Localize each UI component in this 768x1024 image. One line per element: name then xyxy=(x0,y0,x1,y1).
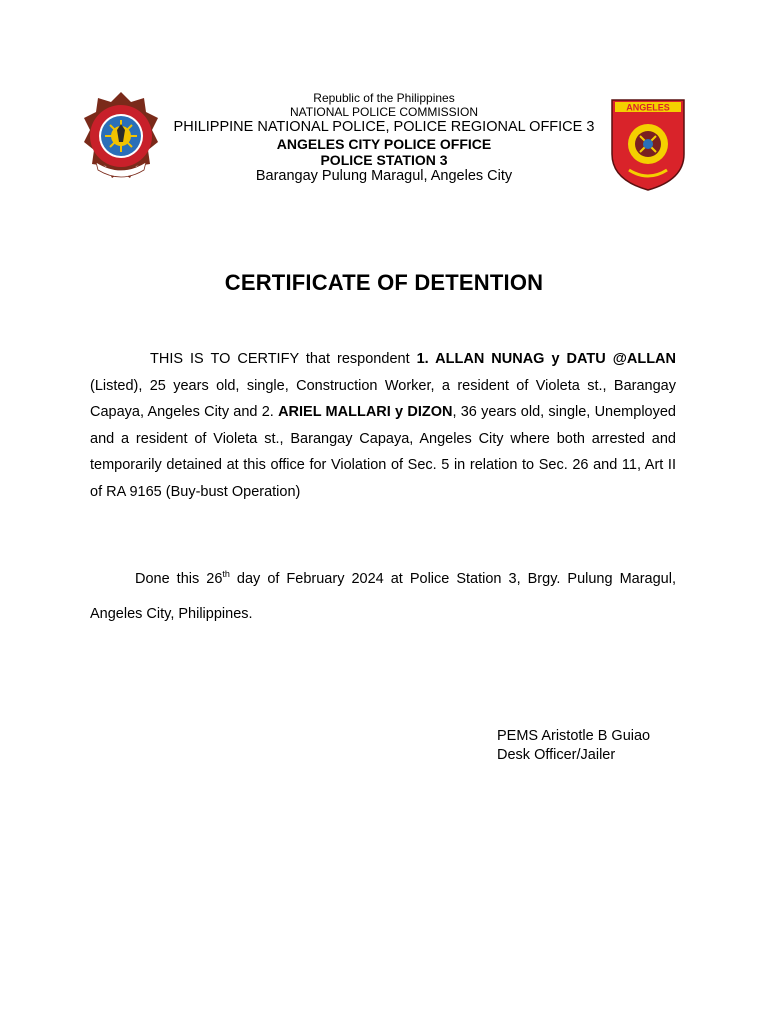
respondent-1-name: 1. ALLAN NUNAG y DATU @ALLAN xyxy=(416,351,676,367)
done-paragraph xyxy=(90,562,676,632)
document-title: CERTIFICATE OF DETENTION xyxy=(224,270,544,295)
done-prefix: Done this 26 xyxy=(135,571,223,587)
header-pnp-region: PHILIPPINE NATIONAL POLICE, POLICE REGIONAL OFFICE 3 xyxy=(173,119,595,135)
respondent-2-name: ARIEL MALLARI y DIZON xyxy=(278,404,453,421)
pnp-seal-icon xyxy=(82,90,160,184)
done-ordinal-suffix: th xyxy=(222,569,230,580)
signature-block xyxy=(497,727,650,765)
header-napolcom: NATIONAL POLICE COMMISSION xyxy=(289,105,479,119)
certify-part3: , 36 years old, single, Unemployed and a resident of Violeta st., Barangay Capaya, Angeles City where both arrested and temporarily detained at this office for Violation of Sec. 5 in relation to Sec. 26 and 11, Art II of RA 9165 (Buy-bust Operation) xyxy=(90,404,676,500)
header-address: Barangay Pulung Maragul, Angeles City xyxy=(255,167,513,184)
letterhead xyxy=(160,92,608,183)
signatory-position: Desk Officer/Jailer xyxy=(497,747,616,763)
done-rest: day of February 2024 at Police Station 3, Brgy. Pulung Maragul, Angeles City, Philippines. xyxy=(90,571,676,622)
certify-part2: (Listed), 25 years old, single, Construction Worker, a resident of Violeta st., Barangay Capaya, Angeles City and 2. xyxy=(90,377,676,421)
svg-text:ANGELES: ANGELES xyxy=(626,102,670,113)
header-station: POLICE STATION 3 xyxy=(320,151,448,168)
header-republic: Republic of the Philippines xyxy=(313,91,455,105)
signatory-name: PEMS Aristotle B Guiao xyxy=(497,728,651,744)
certification-paragraph xyxy=(90,346,676,506)
certify-intro: THIS IS TO CERTIFY that respondent xyxy=(150,351,417,367)
header-city-office: ANGELES CITY POLICE OFFICE xyxy=(276,135,492,152)
angeles-police-shield-icon xyxy=(609,96,687,192)
